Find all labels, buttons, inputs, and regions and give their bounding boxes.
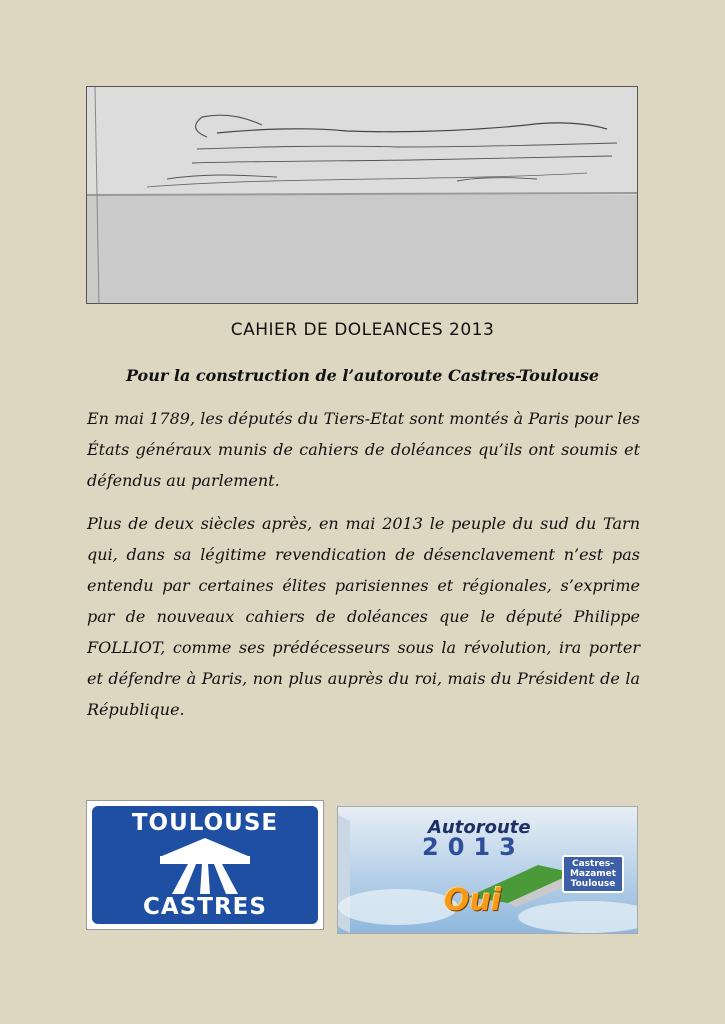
page-title: CAHIER DE DOLEANCES 2013 [230,320,495,340]
banner-title: Autoroute [428,817,531,838]
banner-answer: Oui [444,883,502,918]
road-sign-panel [92,806,318,924]
paragraph-today: Plus de deux siècles après, en mai 2013 le peuple du sud du Tarn qui, dans sa légitime revendication de désenclavement n’est pas entendu par certaines élites parisiennes et régionales, s’exprime par de nouveaux cahiers de doléances que le député Philippe FOLLIOT, comme ses prédécesseurs sous la révolution, ira porter et défendre à Paris, non plus auprès du roi, mais du Président de la République. [87,514,640,719]
tag-line-1: Castres- [572,859,614,869]
road-sign-top-text: TOULOUSE [131,810,279,836]
banner-destination-tag [562,855,624,893]
banner-year: 2013 [422,833,525,861]
autoroute-banner [337,806,638,934]
road-sign-image [86,800,324,930]
road-sign-bottom-text: CASTRES [143,894,267,920]
tag-line-2: Mazamet [569,869,617,879]
manuscript-image [87,87,638,304]
paragraph-history: En mai 1789, les députés du Tiers-Etat sont montés à Paris pour les États généraux munis de cahiers de doléances qu’ils ont soumis et défendus au parlement. [87,409,640,490]
manuscript-photo [86,86,638,304]
tag-line-3: Toulouse [570,879,616,889]
page-subtitle: Pour la construction de l’autoroute Castres-Toulouse [125,366,600,385]
